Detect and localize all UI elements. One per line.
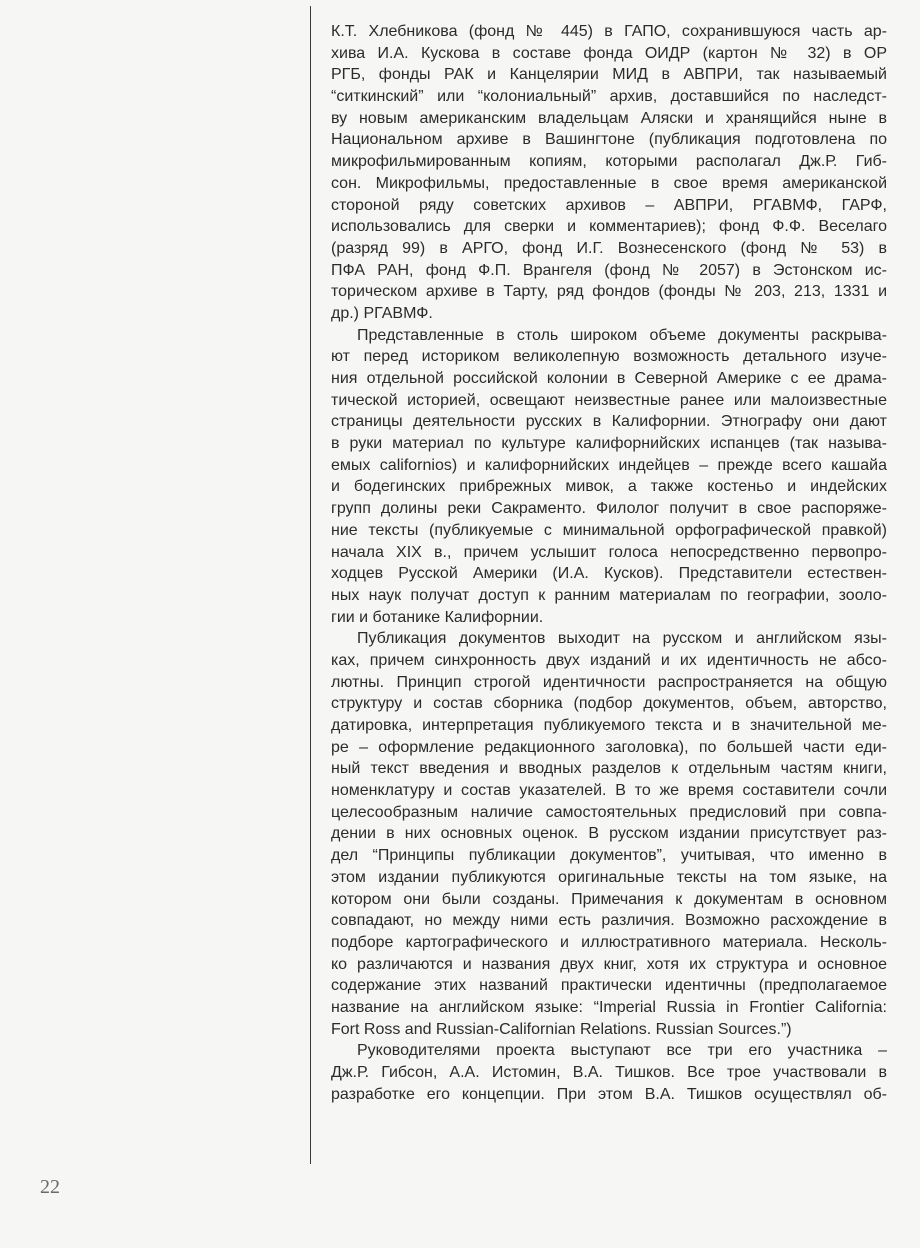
text-line: название на английском языке: “Imperial Russia in Frontier California: — [331, 998, 887, 1016]
text-line: торическом архиве в Тарту, ряд фондов (фонды № 203, 213, 1331 и — [331, 283, 887, 301]
text-line: др.) РГАВМФ. — [331, 304, 433, 322]
text-line: групп долины реки Сакраменто. Филолог получит в свое распоряже- — [331, 500, 887, 518]
text-line: Представленные в столь широком объеме документы раскрыва- — [357, 326, 887, 344]
text-line: Fort Ross and Russian-Californian Relations. Russian Sources.”) — [331, 1020, 792, 1038]
text-line: Руководителями проекта выступают все три его участника – — [357, 1042, 887, 1060]
text-line: в руки материал по культуре калифорнийских испанцев (так называ- — [331, 435, 887, 453]
paragraph — [331, 628, 887, 1040]
text-line: дении в них основных оценок. В русском издании присутствует раз- — [331, 825, 887, 843]
text-line: ко различаются и названия двух книг, хотя их структура и основное — [331, 955, 887, 973]
paragraph — [331, 1040, 887, 1105]
text-line: гии и ботанике Калифорнии. — [331, 608, 544, 626]
text-line: тической историей, освещают неизвестные ранее или малоизвестные — [331, 391, 887, 409]
text-line: ходцев Русской Америки (И.А. Кусков). Представители естествен- — [331, 565, 887, 583]
text-line: структуру и состав сборника (подбор документов, объем, авторство, — [331, 695, 887, 713]
text-line: целесообразным наличие самостоятельных предисловий при совпа- — [331, 803, 887, 821]
text-line: разработке его концепции. При этом В.А. Тишков осуществлял об- — [331, 1085, 887, 1103]
text-line: ках, причем синхронность двух изданий и их идентичность не абсо- — [331, 651, 887, 669]
margin-rule — [310, 6, 311, 1164]
paragraph — [331, 325, 887, 629]
text-line: ПФА РАН, фонд Ф.П. Врангеля (фонд № 2057) в Эстонском ис- — [331, 261, 887, 279]
text-line: ный текст введения и вводных разделов к отдельным частям книги, — [331, 760, 887, 778]
paragraph — [331, 21, 887, 325]
text-line: Национальном архиве в Вашингтоне (публикация подготовлена по — [331, 131, 887, 149]
text-line: содержание этих названий практически идентичны (предполагаемое — [331, 977, 887, 995]
text-line: (разряд 99) в АРГО, фонд И.Г. Вознесенского (фонд № 53) в — [331, 239, 887, 257]
text-line: ву новым американским владельцам Аляски и хранящийся ныне в — [331, 109, 887, 127]
text-line: РГБ, фонды РАК и Канцелярии МИД в АВПРИ, так называемый — [331, 66, 887, 84]
text-line: дел “Принципы публикации документов”, учитывая, что именно в — [331, 847, 887, 865]
text-line: лютны. Принцип строгой идентичности распространяется на общую — [331, 673, 887, 691]
text-line: ют перед историком великолепную возможность детального изуче- — [331, 348, 887, 366]
text-line: микрофильмированным копиям, которыми располагал Дж.Р. Гиб- — [331, 153, 887, 171]
text-line: использовались для сверки и комментариев); фонд Ф.Ф. Веселаго — [331, 218, 887, 236]
text-line: ре – оформление редакционного заголовка), по большей части еди- — [331, 738, 887, 756]
text-line: этом издании публикуются оригинальные тексты на том языке, на — [331, 868, 887, 886]
text-line: “ситкинский” или “колониальный” архив, доставшийся по наследст- — [331, 88, 887, 106]
text-line: и бодегинских прибрежных мивок, а также костеньо и индейских — [331, 478, 887, 496]
text-line: ных наук получат доступ к ранним материалам по географии, зооло- — [331, 586, 887, 604]
text-line: хива И.А. Кускова в составе фонда ОИДР (картон № 32) в ОР — [331, 44, 887, 62]
text-line: Дж.Р. Гибсон, А.А. Истомин, В.А. Тишков. Все трое участвовали в — [331, 1064, 887, 1081]
text-line: емых californios) и калифорнийских индейцев – прежде всего кашайа — [331, 456, 887, 474]
text-line: подборе картографического и иллюстративного материала. Несколь- — [331, 933, 887, 951]
text-line: страницы деятельности русских в Калифорнии. Этнографу они дают — [331, 413, 887, 431]
text-line: Публикация документов выходит на русском и английском язы- — [357, 630, 887, 648]
text-line: котором они были созданы. Примечания к документам в основном — [331, 890, 887, 908]
text-line: ние тексты (публикуемые с минимальной орфографической правкой) — [331, 521, 887, 539]
text-line: номенклатуру и состав указателей. В то же время составители сочли — [331, 782, 887, 800]
text-line: К.Т. Хлебникова (фонд № 445) в ГАПО, сохранившуюся часть ар- — [331, 23, 887, 40]
text-line: ния отдельной российской колонии в Северной Америке с ее драма- — [331, 370, 887, 387]
text-line: сон. Микрофильмы, предоставленные в свое время американской — [331, 174, 887, 192]
text-line: стороной ряду советских архивов – АВПРИ, РГАВМФ, ГАРФ, — [331, 196, 887, 214]
text-line: датировка, интерпретация публикуемого текста и в значительной ме- — [331, 717, 887, 734]
text-line: начала XIX в., причем услышит голоса непосредственно первопро- — [331, 543, 887, 561]
text-line: совпадают, но между ними есть различия. Возможно расхождение в — [331, 912, 887, 930]
page-number: 22 — [40, 1176, 60, 1198]
body-text — [331, 21, 887, 1105]
